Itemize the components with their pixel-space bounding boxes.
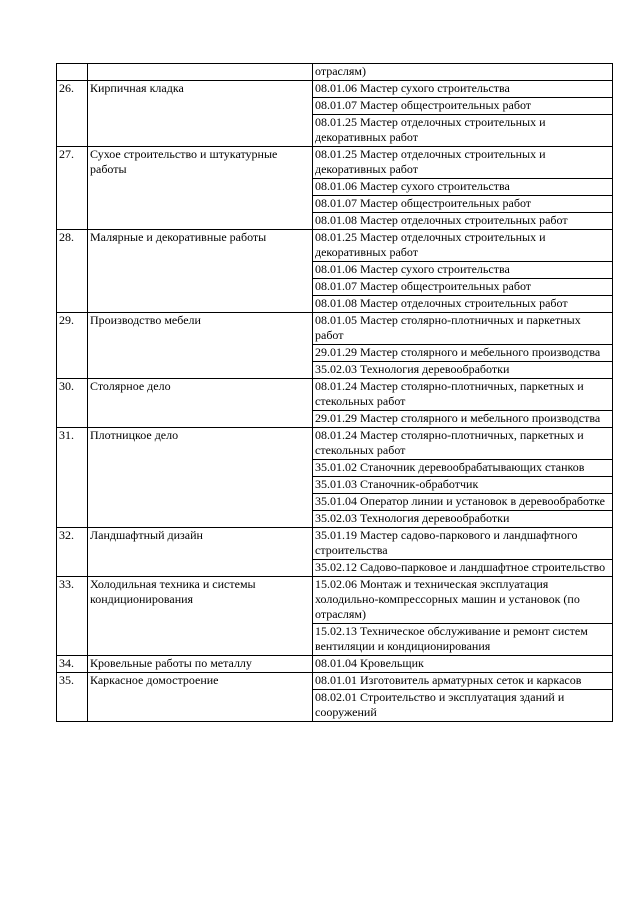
row-number: 27. (57, 147, 88, 230)
row-number: 35. (57, 673, 88, 722)
table-row (57, 81, 613, 98)
row-number: 32. (57, 528, 88, 577)
competency-name: Малярные и декоративные работы (88, 230, 313, 313)
specialty-entry: 08.01.06 Мастер сухого строительства (313, 262, 613, 279)
specialty-entry: 08.01.24 Мастер столярно-плотничных, паркетных и стекольных работ (313, 428, 613, 460)
table-row (57, 577, 613, 624)
table-row (57, 379, 613, 411)
specialty-entry: 29.01.29 Мастер столярного и мебельного производства (313, 411, 613, 428)
competency-name: Кровельные работы по металлу (88, 656, 313, 673)
table-row (57, 147, 613, 179)
table-row (57, 230, 613, 262)
table-row (57, 656, 613, 673)
specialty-entry: 08.01.01 Изготовитель арматурных сеток и каркасов (313, 673, 613, 690)
table-body (57, 64, 613, 722)
specialty-entry: 08.01.25 Мастер отделочных строительных и декоративных работ (313, 147, 613, 179)
specialty-entry: 08.02.01 Строительство и эксплуатация зданий и сооружений (313, 690, 613, 722)
competency-name: Столярное дело (88, 379, 313, 428)
specialty-entry: 35.01.02 Станочник деревообрабатывающих станков (313, 460, 613, 477)
row-number: 31. (57, 428, 88, 528)
specialty-entry: 08.01.24 Мастер столярно-плотничных, паркетных и стекольных работ (313, 379, 613, 411)
row-number: 34. (57, 656, 88, 673)
specialty-entry: 35.01.04 Оператор линии и установок в деревообработке (313, 494, 613, 511)
specialty-entry: 08.01.08 Мастер отделочных строительных работ (313, 213, 613, 230)
specialty-entry: 08.01.04 Кровельщик (313, 656, 613, 673)
specialty-entry: 08.01.07 Мастер общестроительных работ (313, 98, 613, 115)
specialty-entry: 15.02.06 Монтаж и техническая эксплуатация холодильно-компрессорных машин и установок (по отраслям) (313, 577, 613, 624)
row-number: 28. (57, 230, 88, 313)
row-number: 33. (57, 577, 88, 656)
specialty-entry: 08.01.06 Мастер сухого строительства (313, 179, 613, 196)
table-row (57, 528, 613, 560)
specialty-entry: 08.01.07 Мастер общестроительных работ (313, 196, 613, 213)
specialty-entry: 35.02.03 Технология деревообработки (313, 362, 613, 379)
row-number: 26. (57, 81, 88, 147)
specialty-entry: 08.01.25 Мастер отделочных строительных и декоративных работ (313, 230, 613, 262)
competency-name: Каркасное домостроение (88, 673, 313, 722)
table-row (57, 428, 613, 460)
row-number-cell (57, 64, 88, 81)
specialty-entry: 35.01.03 Станочник-обработчик (313, 477, 613, 494)
specialty-entry: 08.01.07 Мастер общестроительных работ (313, 279, 613, 296)
specialty-cell: отраслям) (313, 64, 613, 81)
specialty-entry: 08.01.06 Мастер сухого строительства (313, 81, 613, 98)
table-row (57, 673, 613, 690)
competency-name: Кирпичная кладка (88, 81, 313, 147)
competency-name: Производство мебели (88, 313, 313, 379)
specialty-entry: 29.01.29 Мастер столярного и мебельного производства (313, 345, 613, 362)
specialty-entry: 15.02.13 Техническое обслуживание и ремонт систем вентиляции и кондиционирования (313, 624, 613, 656)
specialty-entry: 08.01.08 Мастер отделочных строительных работ (313, 296, 613, 313)
specialty-entry: 35.01.19 Мастер садово-паркового и ландшафтного строительства (313, 528, 613, 560)
table-row (57, 313, 613, 345)
competency-name: Плотницкое дело (88, 428, 313, 528)
row-number: 30. (57, 379, 88, 428)
specialty-entry: 35.02.03 Технология деревообработки (313, 511, 613, 528)
competency-name: Сухое строительство и штукатурные работы (88, 147, 313, 230)
competency-name: Ландшафтный дизайн (88, 528, 313, 577)
row-number: 29. (57, 313, 88, 379)
competency-cell (88, 64, 313, 81)
specialties-table (56, 63, 613, 722)
specialty-entry: 35.02.12 Садово-парковое и ландшафтное строительство (313, 560, 613, 577)
continuation-row (57, 64, 613, 81)
specialty-entry: 08.01.05 Мастер столярно-плотничных и паркетных работ (313, 313, 613, 345)
competency-name: Холодильная техника и системы кондиционирования (88, 577, 313, 656)
specialty-entry: 08.01.25 Мастер отделочных строительных и декоративных работ (313, 115, 613, 147)
